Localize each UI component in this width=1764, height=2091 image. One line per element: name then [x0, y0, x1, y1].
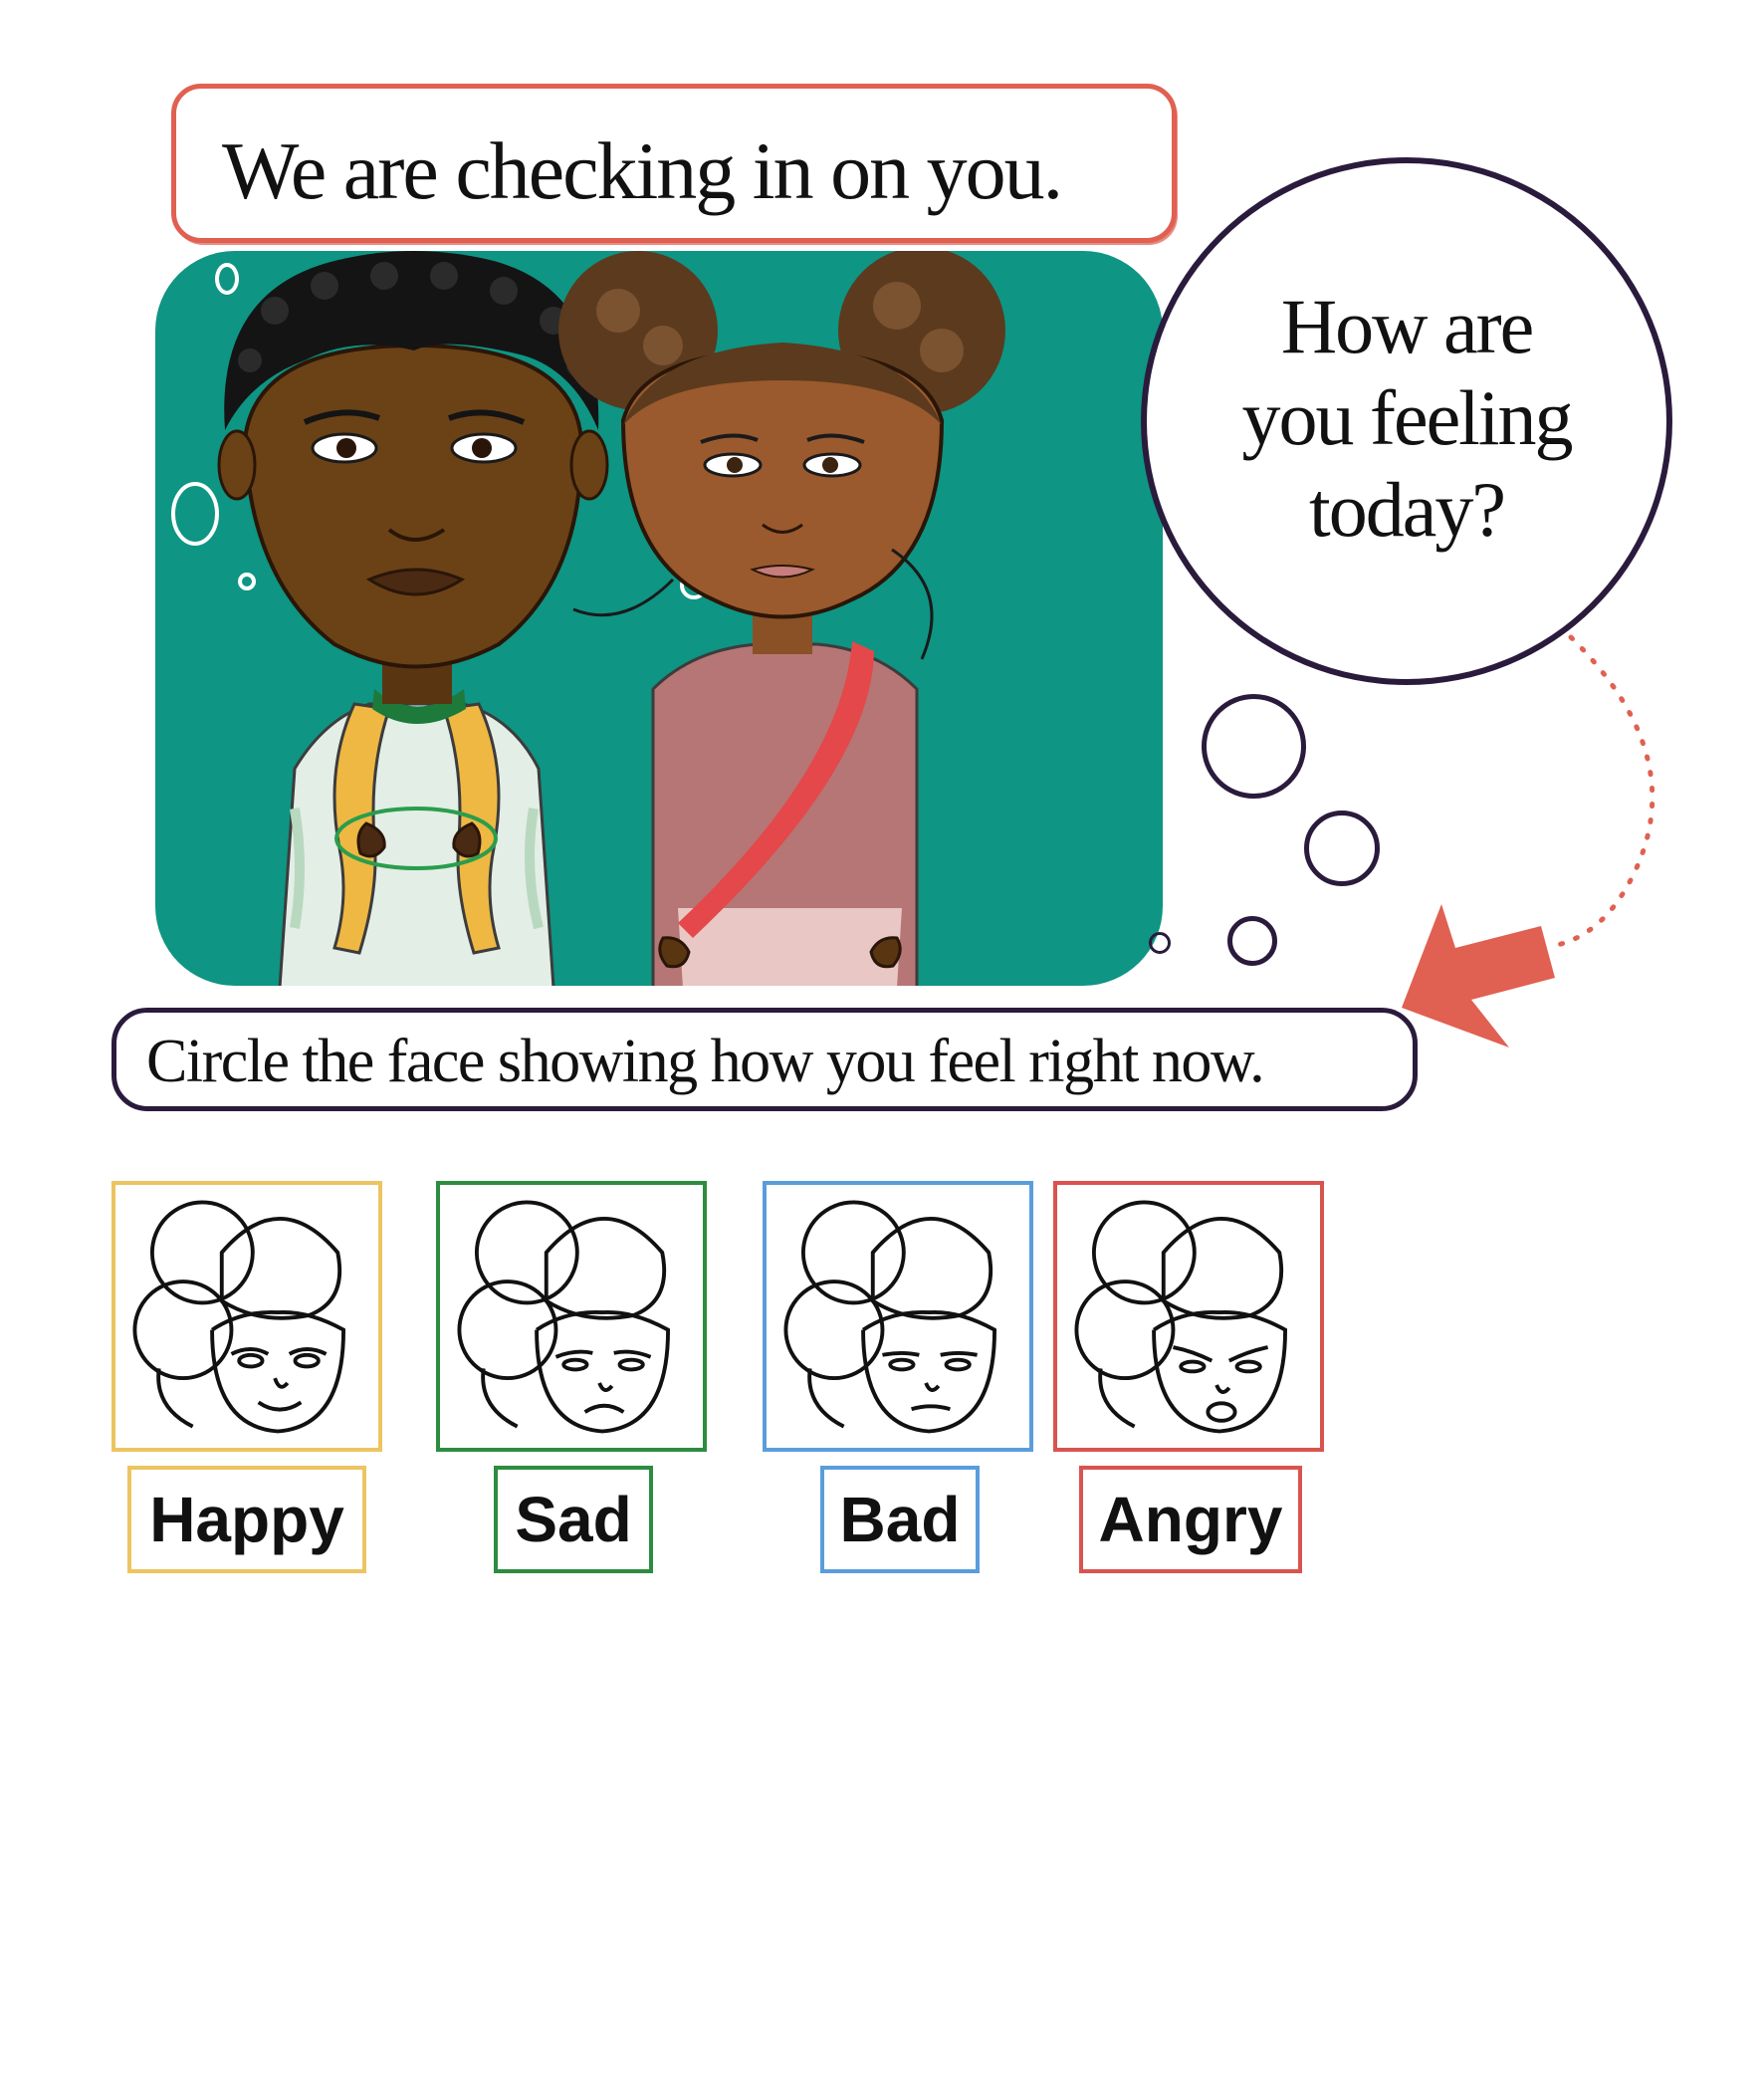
label-happy[interactable] [127, 1466, 366, 1573]
label-bad[interactable] [820, 1466, 980, 1573]
bubble-line-3: today? [1309, 466, 1504, 553]
thought-bubble-small [1227, 916, 1277, 966]
instruction-box [111, 1008, 1418, 1111]
face-bad[interactable] [763, 1181, 1033, 1452]
thought-bubble-medium [1304, 811, 1380, 886]
face-happy[interactable] [111, 1181, 382, 1452]
label-angry[interactable] [1079, 1466, 1302, 1573]
bubble-question [1147, 281, 1666, 556]
label-sad-text: Sad [515, 1484, 632, 1555]
title-box [171, 84, 1177, 243]
instruction-text: Circle the face showing how you feel right now. [146, 1028, 1264, 1095]
label-happy-text: Happy [149, 1484, 344, 1555]
face-sad[interactable] [436, 1181, 707, 1452]
thought-bubble-tiny [1149, 932, 1171, 954]
face-angry[interactable] [1053, 1181, 1324, 1452]
label-angry-text: Angry [1098, 1484, 1283, 1555]
kids-illustration [155, 251, 1163, 986]
label-sad[interactable] [494, 1466, 653, 1573]
label-bad-text: Bad [839, 1484, 961, 1555]
thought-bubble-large [1202, 694, 1306, 799]
speech-bubble [1141, 157, 1672, 685]
bubble-line-2: you feeling [1241, 374, 1572, 461]
bubble-line-1: How are [1280, 283, 1533, 369]
page-title: We are checking in on you. [222, 125, 1062, 216]
arrow-icon [1402, 904, 1555, 1047]
